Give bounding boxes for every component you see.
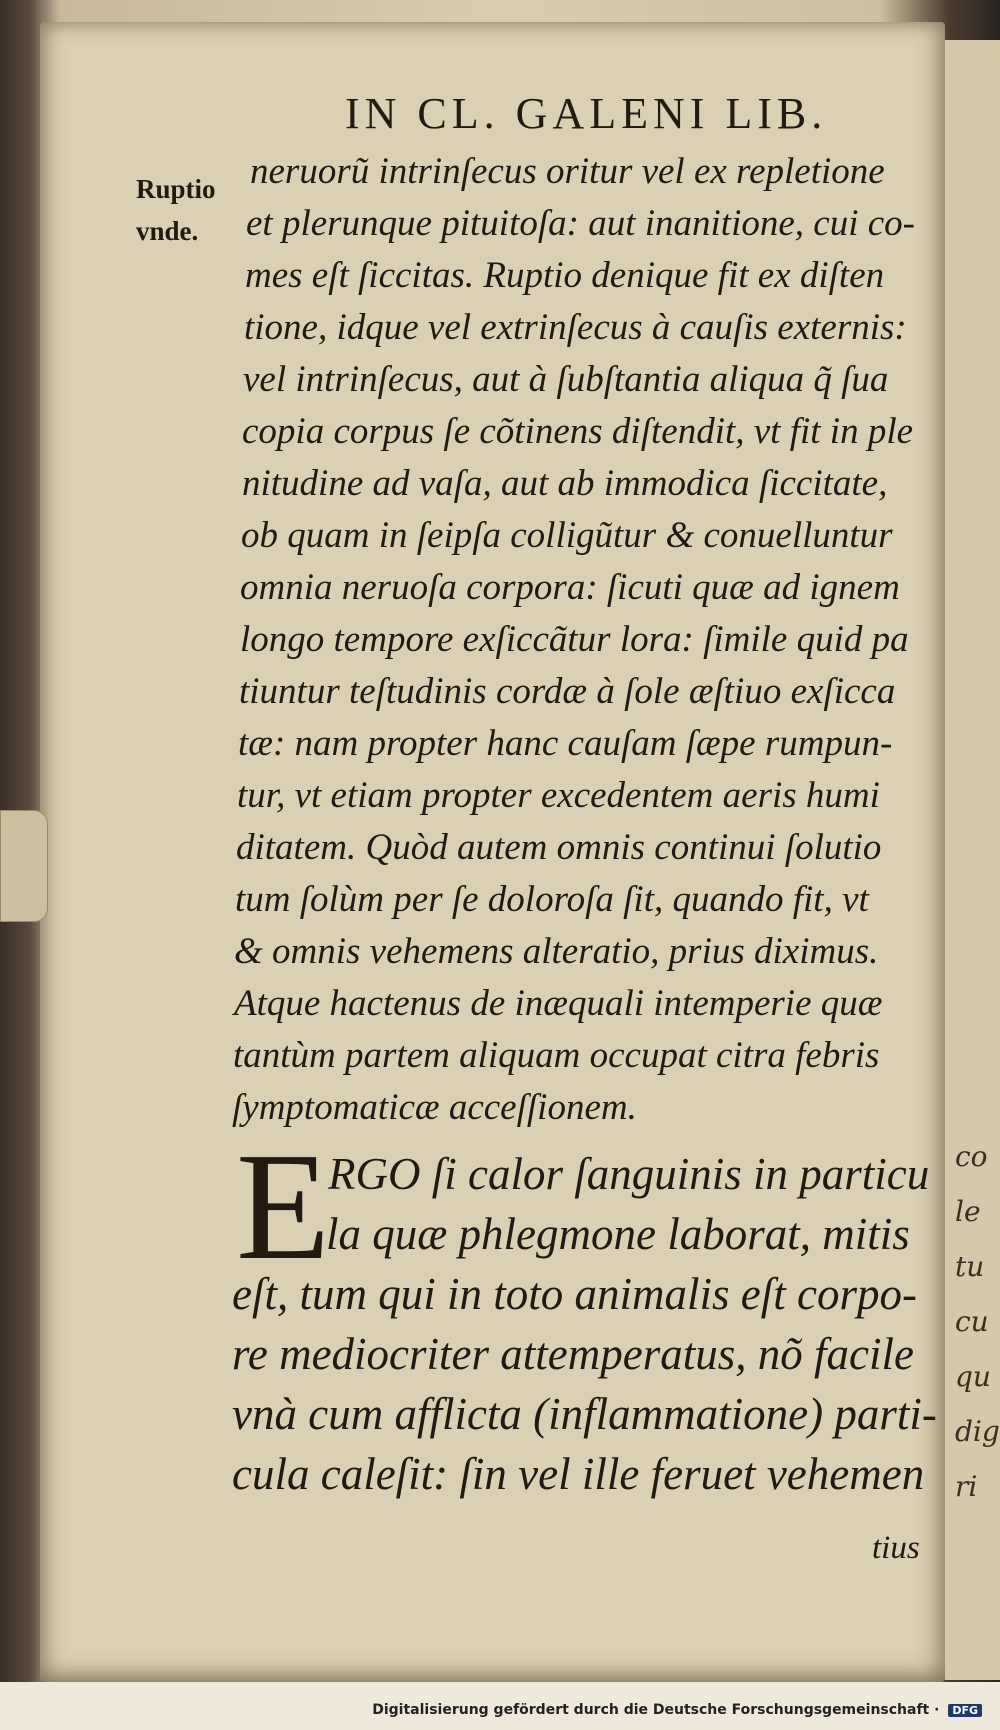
text-line: neruorũ intrinſecus oritur vel ex repletione xyxy=(250,151,885,192)
text-line: tiuntur teſtudinis cordæ à ſole æſtiuo exſicca xyxy=(239,671,896,712)
text-line: tur, vt etiam propter excedentem aeris humi xyxy=(237,775,880,816)
facing-fragment: dig xyxy=(955,1415,1000,1448)
text-line: longo tempore exſiccãtur lora: ſimile quid pa xyxy=(240,619,909,660)
catchword: tius xyxy=(872,1530,920,1566)
facing-fragment: tu xyxy=(955,1250,985,1283)
text-line: et plerunque pituitoſa: aut inanitione, cui co- xyxy=(246,203,915,244)
text-line: tæ: nam propter hanc cauſam ſæpe rumpun- xyxy=(238,723,893,764)
facing-fragment: qu xyxy=(955,1360,991,1393)
text-line: vnà cum afflicta (inflammatione) parti- xyxy=(232,1389,937,1439)
text-line: RGO ſi calor ſanguinis in particu xyxy=(328,1149,930,1199)
text-line: ob quam in ſeipſa colligũtur & conuelluntur xyxy=(241,515,893,556)
text-line: mes eſt ſiccitas. Ruptio denique fit ex diſten xyxy=(245,255,885,296)
text-line: eſt, tum qui in toto animalis eſt corpo- xyxy=(232,1269,917,1319)
text-line: tum ſolùm per ſe doloroſa ſit, quando fit, vt xyxy=(235,879,869,920)
text-line: vel intrinſecus, aut à ſubſtantia aliqua q̃ ſua xyxy=(243,359,889,400)
text-line: cula caleſit: ſin vel ille feruet vehemen xyxy=(232,1449,925,1499)
text-line: copia corpus ſe cõtinens diſtendit, vt fit in ple xyxy=(242,411,914,452)
text-line: nitudine ad vaſa, aut ab immodica ſiccitate, xyxy=(242,463,888,504)
digitization-footer xyxy=(372,1702,982,1718)
text-line: Atque hactenus de inæquali intemperie quæ xyxy=(234,983,883,1024)
dropcap-initial: E xyxy=(236,1122,327,1292)
marginal-note-line: vnde. xyxy=(136,216,199,246)
text-line: omnia neruoſa corpora: ſicuti quæ ad ignem xyxy=(240,567,900,608)
book-clasp xyxy=(0,810,48,922)
footer-text: Digitalisierung gefördert durch die Deutsche Forschungsgemeinschaft · xyxy=(372,1702,940,1718)
marginal-note-line: Ruptio xyxy=(136,174,216,204)
facing-fragment: le xyxy=(955,1195,981,1228)
dfg-logo: DFG xyxy=(948,1704,982,1717)
facing-fragment: co xyxy=(955,1140,988,1173)
text-line: tione, idque vel extrinſecus à cauſis externis: xyxy=(244,307,907,348)
text-line: la quæ phlegmone laborat, mitis xyxy=(326,1209,910,1259)
text-line: re mediocriter attemperatus, nõ facile xyxy=(232,1329,914,1379)
text-line: ſymptomaticæ acceſſionem. xyxy=(232,1087,637,1128)
facing-fragment: cu xyxy=(955,1305,989,1338)
text-line: ditatem. Quòd autem omnis continui ſolutio xyxy=(236,827,882,868)
running-header: IN CL. GALENI LIB. xyxy=(345,89,828,138)
marginal-note xyxy=(136,168,216,252)
text-line: & omnis vehemens alteratio, prius diximus. xyxy=(234,931,879,972)
facing-fragment: ri xyxy=(955,1470,978,1503)
text-line: tantùm partem aliquam occupat citra febris xyxy=(233,1035,880,1076)
